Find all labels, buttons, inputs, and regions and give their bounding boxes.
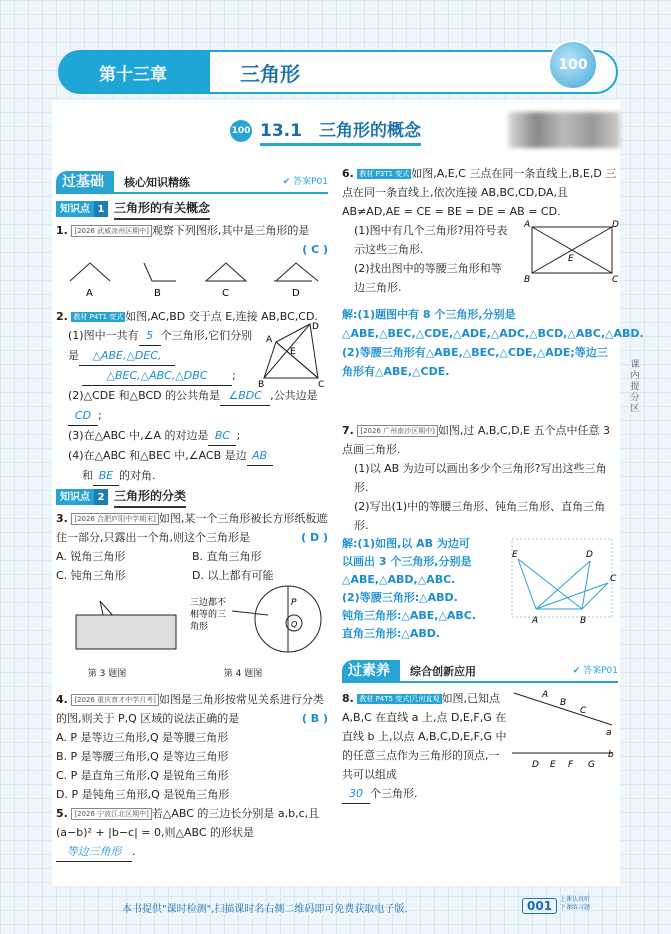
svg-text:a: a: [606, 728, 612, 738]
q4-option: D. P 是钝角三角形,Q 是锐角三角形: [56, 788, 230, 801]
page-slogan: 上课认真听 下课练习题: [560, 896, 591, 911]
option: C. 钝角三角形: [56, 569, 126, 582]
q6-solution-1: 解:(1)题图中有 8 个三角形,分别是△ABE,△BEC,△CDE,△ADE,△ADC,△BCD,△ABC,△ABD.: [342, 308, 644, 340]
q6-part-2: (2)找出图中的等腰三角形和等边三角形.: [354, 262, 502, 294]
svg-text:C: C: [318, 380, 325, 388]
q8-figure: [508, 687, 618, 773]
question-6: 6. 教材 P3T1 变式 如图,A,E,C 三点在同一条直线上,B,E,D 三点在同一条直线上,依次连接 AB,BC,CD,DA,且 AB≠AD,AE = CE = BE = DE = AB = CD.: [342, 167, 617, 218]
svg-text:A: A: [532, 616, 539, 626]
fig-captions: 第 3 题图 第 4 题图: [87, 669, 263, 679]
q4-option: A. P 是等边三角形,Q 是等腰三角形: [56, 731, 229, 744]
question-8: 8. 教材 P4T5 变式|几何直观 如图,已知点 A,B,C 在直线 a 上,点 D,E,F,G 在直线 b 上,以点 A,B,C,D,E,F,G 中的任意三点作为三角形的顶点,一共可以组成 A B C a D E F G b 30 个三角形.: [342, 689, 618, 804]
basics-tag: 过基础: [56, 171, 114, 193]
page-number: 001: [522, 898, 557, 914]
q7-part-1: (1)以 AB 为边可以画出多少个三角形?写出这些三角形.: [354, 462, 607, 494]
svg-text:b: b: [608, 750, 614, 760]
q3-q4-figures: [56, 585, 328, 659]
q7-part-2: (2)写出(1)中的等腰三角形、钝角三角形、直角三角形.: [354, 500, 606, 532]
svg-text:C: C: [612, 275, 619, 285]
footer: [52, 892, 620, 922]
kp-title: 三角形的分类: [114, 487, 186, 508]
q-number: 2.: [56, 310, 68, 323]
svg-text:P: P: [291, 598, 297, 608]
chapter-label: 第十三章: [58, 50, 208, 94]
fig-label: D: [292, 288, 300, 299]
mascot-logo: 100: [548, 40, 598, 90]
knowledge-point-2: [56, 488, 328, 506]
q4-option: B. P 是等腰三角形,Q 是等边三角形: [56, 750, 229, 763]
svg-text:E: E: [550, 760, 556, 770]
q2-parts: [56, 322, 328, 486]
literacy-bar: [342, 661, 618, 683]
svg-text:三边都不: 三边都不: [190, 598, 227, 608]
svg-text:D: D: [586, 550, 593, 560]
section-heading: 13.1 三角形的概念: [260, 116, 421, 146]
basics-bar: [56, 172, 328, 194]
svg-text:A: A: [542, 690, 549, 700]
svg-text:E: E: [568, 254, 574, 264]
svg-text:F: F: [568, 760, 574, 770]
q2-figure: [256, 320, 326, 388]
q-text: 观察下列图形,其中是三角形的是: [151, 224, 310, 237]
answer-page-ref[interactable]: ✔ 答案P01: [572, 665, 618, 676]
side-note: 课内提分区: [630, 360, 640, 414]
q2-part-1: (1)图中一共有 5 个三角形,它们分别是 △ABE,△DEC, △BEC,△ABC,△DBC ;: [56, 326, 256, 386]
svg-text:D: D: [312, 322, 319, 332]
question-4: 4. [2026 重庆育才中学月考] 如图是三角形按常见关系进行分类的图,则关于 P,Q 区域的说法正确的是 ( B ): [56, 693, 328, 725]
option: D. 以上都有可能: [192, 569, 274, 582]
svg-text:B: B: [580, 616, 587, 626]
q7-solution: 解:(1)如图,以 AB 为边可 以画出 3 个三角形,分别是 △ABE,△ABD,△ABC. (2)等腰三角形:△ABD. 钝角三角形:△ABE,△ABC. 直角三角形:△ABD.: [342, 537, 477, 640]
svg-text:D: D: [532, 760, 539, 770]
q7-figure: [508, 537, 618, 629]
q2-part-2: (2)△CDE 和△BCD 的公共角是 ∠BDC ,公共边是CD ;: [56, 386, 328, 426]
svg-text:C: C: [610, 574, 617, 584]
svg-text:角形: 角形: [190, 622, 209, 632]
q8-answer: 30: [342, 784, 370, 804]
answer-page-ref[interactable]: ✔ 答案P01: [282, 176, 328, 187]
section-title: [230, 116, 421, 146]
q-source: [2026 武威凉州区期中]: [71, 225, 152, 237]
q-source: 教材 P4T1 变式: [73, 313, 124, 321]
kp-title: 三角形的有关概念: [114, 199, 210, 220]
q2-part-3: (3)在△ABC 中,∠A 的对边是 BC ;: [56, 426, 328, 446]
fig-label: B: [154, 288, 161, 299]
q6-solution-2: (2)等腰三角形有△ABE,△BEC,△CDE,△ADE;等边三角形有△ABE,△CDE.: [342, 346, 608, 378]
fig-label: A: [86, 288, 93, 299]
kp-tag: 知识点: [56, 489, 94, 505]
svg-text:B: B: [560, 698, 567, 708]
svg-text:G: G: [588, 760, 595, 770]
option: B. 直角三角形: [192, 550, 262, 563]
svg-text:E: E: [512, 550, 518, 560]
svg-text:B: B: [524, 275, 531, 285]
literacy-tag: 过素养: [342, 660, 400, 682]
q-text: 如图,AC,BD 交于点 E,连接 AB,BC,CD.: [125, 310, 318, 323]
q6-parts: [342, 221, 618, 297]
q-number: 1.: [56, 224, 68, 237]
svg-text:A: A: [524, 220, 531, 230]
kp-num: 2: [94, 489, 108, 505]
left-column: [56, 172, 328, 862]
q3-options: [56, 547, 328, 585]
q7-solution-block: [342, 535, 618, 647]
q4-option: C. P 是直角三角形,Q 是锐角三角形: [56, 769, 229, 782]
question-7: 7. [2026 广州南沙区期中] 如图,过 A,B,C,D,E 五个点中任意 3 点画三角形.: [342, 424, 611, 456]
q-answer: ( C ): [302, 243, 328, 256]
svg-text:B: B: [258, 380, 265, 388]
chapter-title: 三角形: [208, 50, 618, 94]
svg-text:D: D: [612, 220, 619, 230]
svg-text:C: C: [580, 706, 587, 716]
q2-part-4: (4)在△ABC 和△BEC 中,∠ACB 是边 AB 和 BE 的对角.: [56, 446, 328, 486]
svg-text:A: A: [266, 335, 273, 345]
footer-text: 本书提供"课时检测",扫描课时名右侧二维码即可免费获取电子版.: [122, 904, 408, 915]
literacy-subtitle: 综合创新应用: [410, 664, 476, 678]
fig-label: C: [222, 288, 229, 299]
option: A. 锐角三角形: [56, 550, 126, 563]
question-1: [56, 221, 328, 256]
question-3: 3. [2026 合肥庐阳中学期末] 如图,某一个三角形被长方形纸板遮住一部分,只露出一个角,则这个三角形是 ( D ): [56, 512, 328, 544]
kp-num: 1: [94, 201, 108, 217]
svg-text:相等的三: 相等的三: [190, 610, 227, 620]
chapter-banner: [58, 50, 618, 94]
q1-figures: [56, 259, 328, 299]
svg-text:Q: Q: [291, 620, 298, 629]
question-5: 5. [2026 宁波江北区期中] 若△ABC 的三边长分别是 a,b,c,且(a−b)² + |b−c| = 0,则△ABC 的形状是等边三角形 .: [56, 804, 328, 862]
q6-part-1: (1)图中有几个三角形?用符号表示这些三角形.: [354, 224, 508, 256]
knowledge-point-1: [56, 200, 328, 218]
qr-code-blurred[interactable]: [508, 112, 620, 148]
svg-text:E: E: [290, 347, 296, 357]
kp-tag: 知识点: [56, 201, 94, 217]
basics-subtitle: 核心知识精练: [124, 175, 190, 189]
section-logo-icon: 100: [230, 120, 252, 142]
q6-figure: [520, 219, 620, 285]
